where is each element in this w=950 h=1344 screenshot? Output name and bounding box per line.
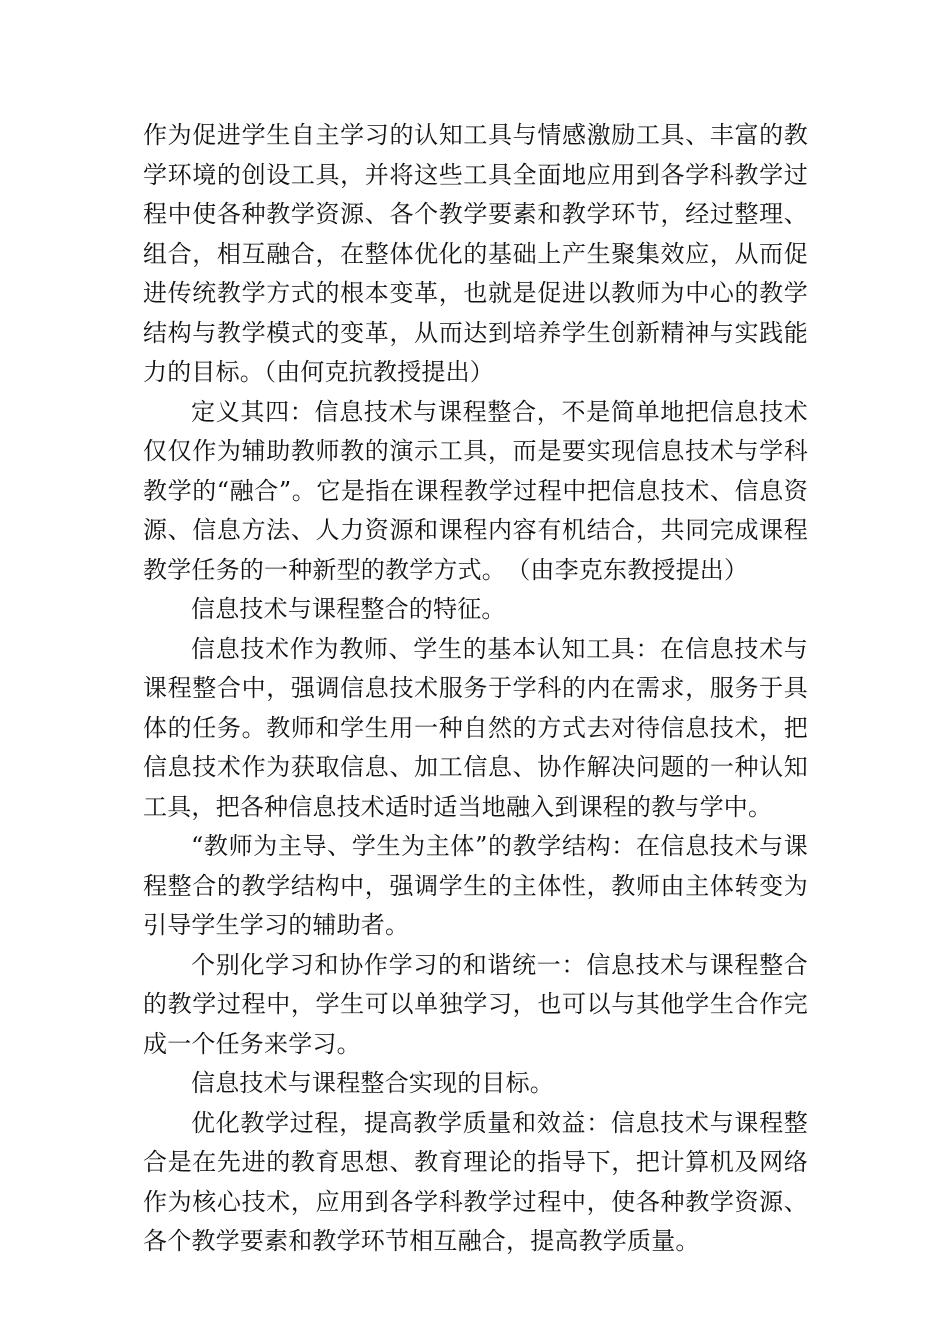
document-body: [143, 116, 808, 1262]
paragraph-6: 个别化学习和协作学习的和谐统一：信息技术与课程整合的教学过程中，学生可以单独学习，也可以与其他学生合作完成一个任务来学习。: [143, 950, 808, 1058]
paragraph-4: 信息技术作为教师、学生的基本认知工具：在信息技术与课程整合中，强调信息技术服务于学科的内在需求，服务于具体的任务。教师和学生用一种自然的方式去对待信息技术，把信息技术作为获取信息、加工信息、协作解决问题的一种认知工具，把各种信息技术适时适当地融入到课程的教与学中。: [143, 634, 808, 821]
paragraph-8: 优化教学过程，提高教学质量和效益：信息技术与课程整合是在先进的教育思想、教育理论的指导下，把计算机及网络作为核心技术，应用到各学科教学过程中，使各种教学资源、各个教学要素和教学环节相互融合，提高教学质量。: [143, 1108, 808, 1255]
paragraph-3: 信息技术与课程整合的特征。: [191, 595, 506, 623]
paragraph-2: 定义其四：信息技术与课程整合，不是简单地把信息技术仅仅作为辅助教师教的演示工具，而是要实现信息技术与学科教学的“融合”。它是指在课程教学过程中把信息技术、信息资源、信息方法、人力资源和课程内容有机结合，共同完成课程教学任务的一种新型的教学方式。 （由李克东教授提出）: [143, 397, 808, 584]
paragraph-5: “教师为主导、学生为主体”的教学结构：在信息技术与课程整合的教学结构中，强调学生的主体性，教师由主体转变为引导学生学习的辅助者。: [143, 832, 808, 939]
paragraph-7: 信息技术与课程整合实现的目标。: [191, 1069, 554, 1097]
paragraph-1: 作为促进学生自主学习的认知工具与情感激励工具、丰富的教学环境的创设工具，并将这些工具全面地应用到各学科教学过程中使各种教学资源、各个教学要素和教学环节，经过整理、组合，相互融合，在整体优化的基础上产生聚集效应，从而促进传统教学方式的根本变革，也就是促进以教师为中心的教学结构与教学模式的变革，从而达到培养学生创新精神与实践能力的目标。（由何克抗教授提出）: [143, 121, 808, 386]
